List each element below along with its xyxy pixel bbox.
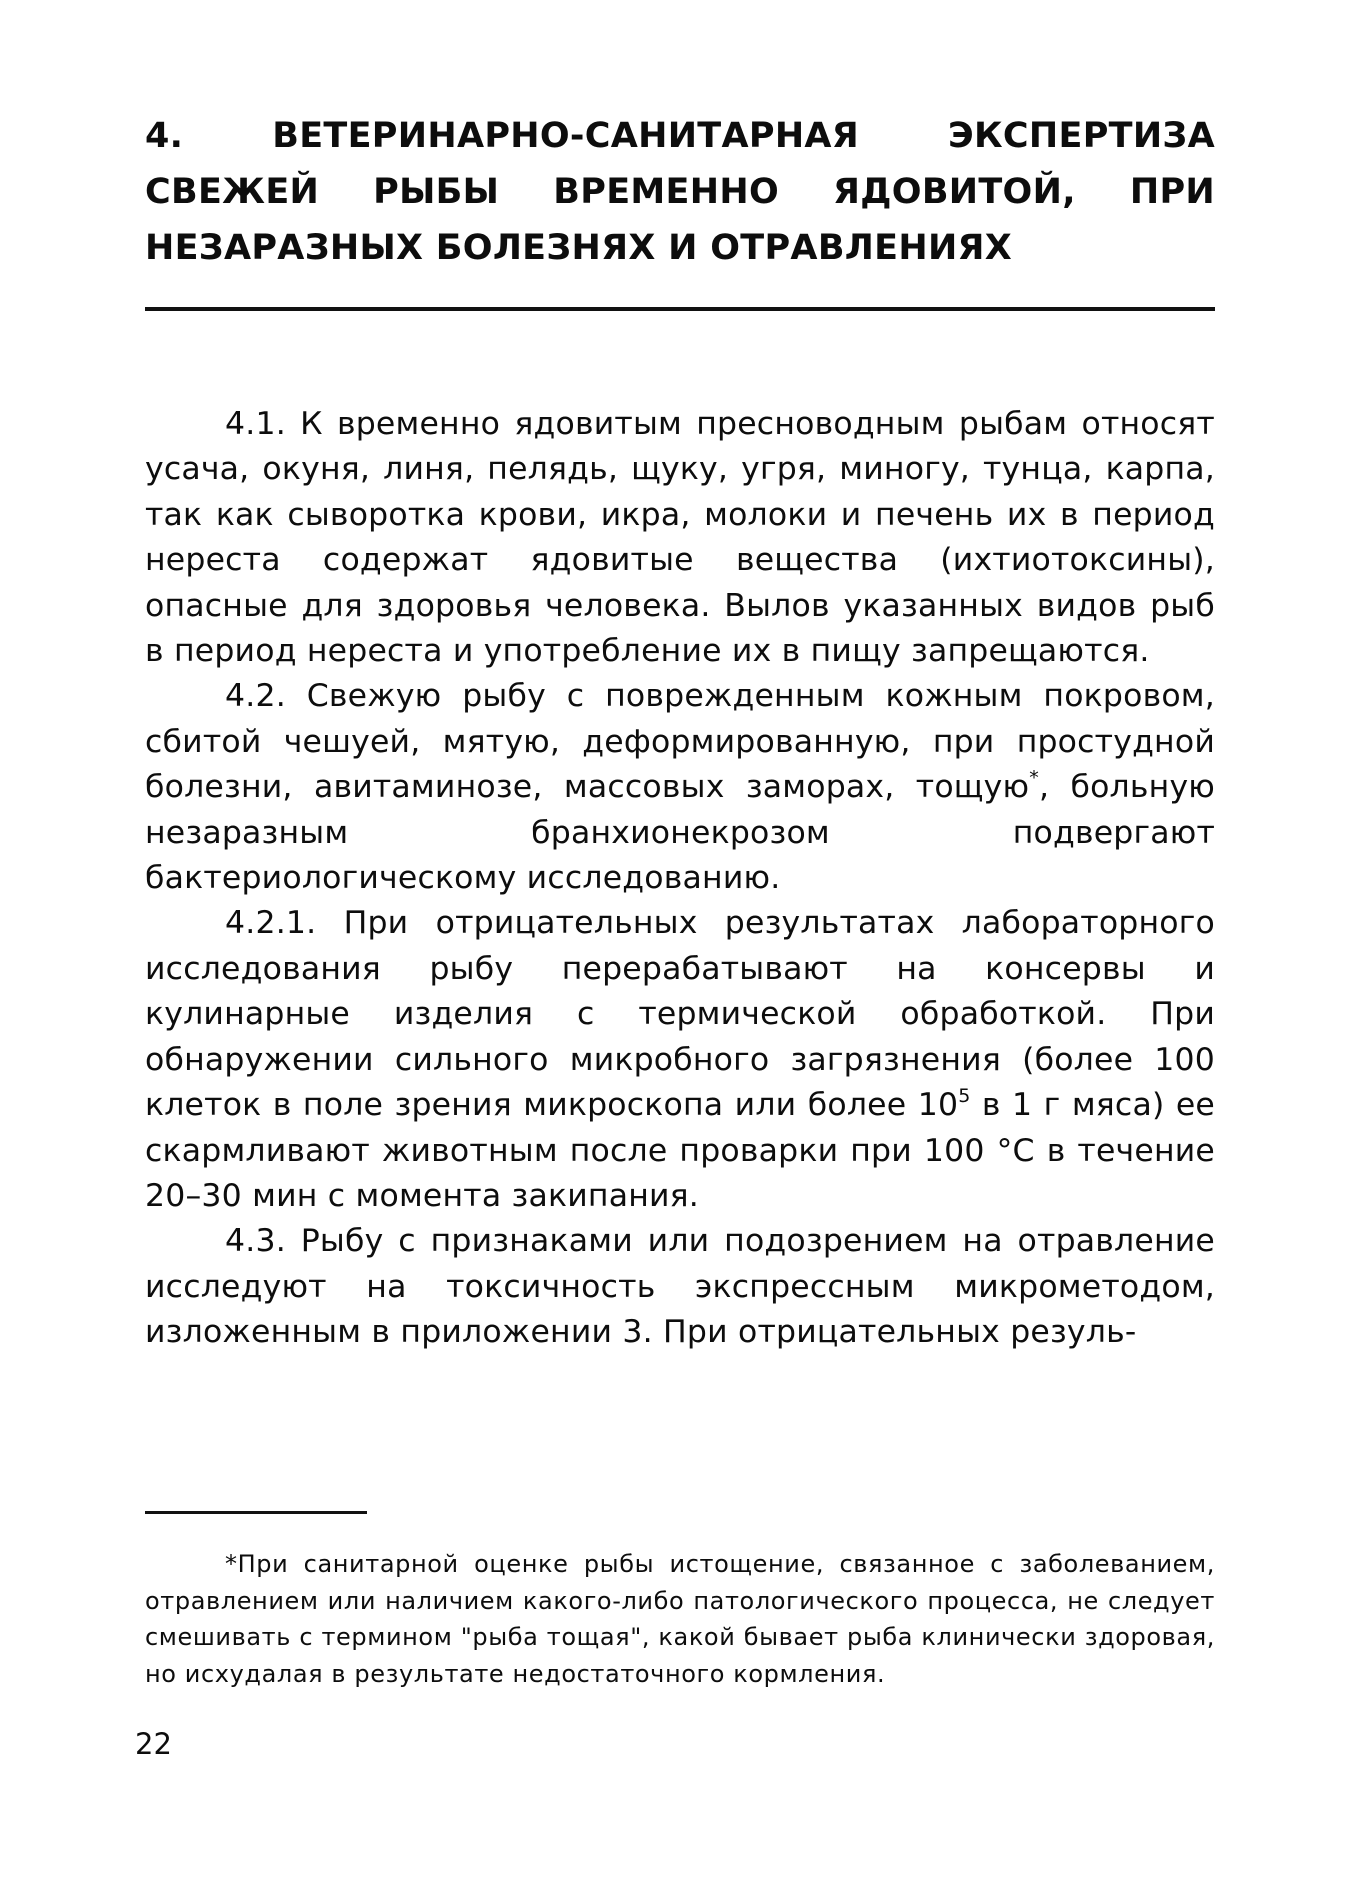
footnote-divider <box>145 1511 367 1514</box>
paragraph-4-2 <box>145 674 1215 901</box>
footnote: *При санитарной оценке рыбы истощение, связанное с заболеванием, отравлением или наличием какого-либо патологического процесса, не следует смешивать с термином "рыба тощая", какой бывает рыба клинически здоровая, но исхудалая в результате недостаточного кормления. <box>145 1550 1215 1688</box>
exponent: 5 <box>958 1085 971 1108</box>
title-divider <box>145 307 1215 311</box>
temperature-unit: °C <box>996 1132 1035 1169</box>
body-text <box>145 402 1215 1356</box>
footnote-marker: * <box>1029 767 1039 790</box>
paragraph-4-2-1 <box>145 901 1215 1219</box>
paragraph-4-2-text-end: , больную незаразным бранхионекрозом подвергают бактериологическому исследованию. <box>145 769 1216 897</box>
paragraph-4-2-1-text-middle: в 1 г мяса) ее скармливают животным после проварки при 100 <box>145 1087 1215 1169</box>
paragraph-4-3: 4.3. Рыбу с признаками или подозрением на отравление исследуют на токсичность экспрессным микрометодом, изложенным в приложении 3. При отрицательных резуль- <box>145 1223 1215 1351</box>
paragraph-4-2-1-text-end: в течение 20–30 мин с момента закипания. <box>145 1132 1215 1214</box>
paragraph-4-2-1-text-start: 4.2.1. При отрицательных результатах лабораторного исследования рыбу перерабатывают на консервы и кулинарные изделия с термической обработкой. При обнаружении сильного микробного загрязнения (более 100 клеток в поле зрения микроскопа или более 10 <box>145 905 1215 1124</box>
document-page <box>135 0 1216 1890</box>
page-number: 22 <box>135 1727 172 1761</box>
paragraph-4-2-text-start: 4.2. Свежую рыбу с поврежденным кожным покровом, сбитой чешуей, мятую, деформированную, при простудной болезни, авитаминозе, массовых заморах, тощую <box>145 678 1215 806</box>
paragraph-4-1: 4.1. К временно ядовитым пресноводным рыбам относят усача, окуня, линя, пелядь, щуку, угря, миногу, тунца, карпа, так как сыворотка крови, икра, молоки и печень их в период нереста содержат ядовитые вещества (ихтиотоксины), опасные для здоровья человека. Вылов указанных видов рыб в период нереста и употребление их в пищу запрещаются. <box>145 406 1215 670</box>
section-title: 4. ВЕТЕРИНАРНО-САНИТАРНАЯ ЭКСПЕРТИЗА СВЕЖЕЙ РЫБЫ ВРЕМЕННО ЯДОВИТОЙ, ПРИ НЕЗАРАЗНЫХ БОЛЕЗНЯХ И ОТРАВЛЕНИЯХ <box>145 116 1215 268</box>
